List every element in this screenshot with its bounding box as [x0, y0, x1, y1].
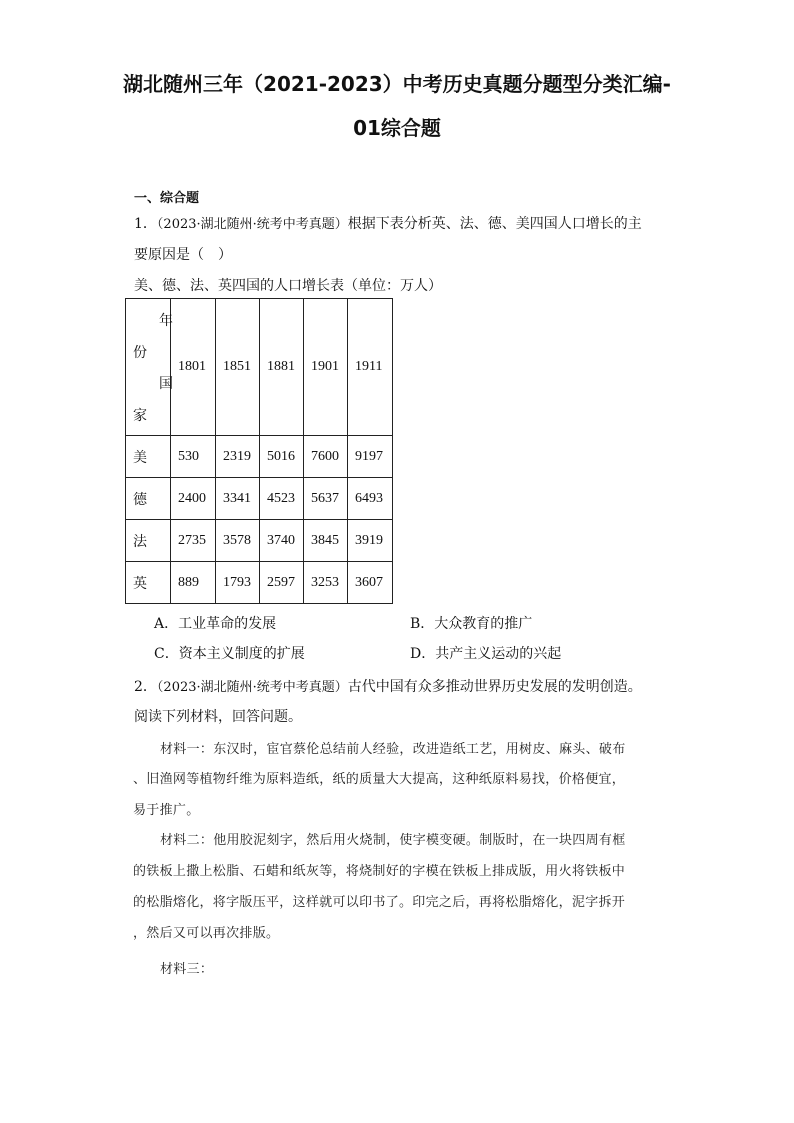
- option-b: B．大众教育的推广: [410, 616, 533, 632]
- question-1-stem-continued: 要原因是（ ）: [134, 247, 232, 263]
- value-cell: 3578: [216, 520, 260, 562]
- question-1-number: 1．: [134, 216, 157, 232]
- value-cell: 4523: [260, 478, 304, 520]
- material-1-line: 、旧渔网等植物纤维为原料造纸，纸的质量大大提高，这种纸原料易找，价格便宜，: [133, 772, 626, 787]
- table-row-us: [126, 436, 393, 478]
- question-1-source: （2023·湖北随州·统考中考真题）: [156, 217, 348, 232]
- question-2-source: （2023·湖北随州·统考中考真题）: [156, 680, 348, 695]
- corner-year-char-2: 份: [133, 346, 147, 361]
- corner-country-char-2: 家: [133, 409, 147, 424]
- value-cell: 2319: [216, 436, 260, 478]
- value-cell: 5637: [304, 478, 348, 520]
- section-heading: 一、综合题: [134, 191, 200, 206]
- option-d: D．共产主义运动的兴起: [410, 646, 562, 662]
- corner-year-char-1: 年: [159, 314, 173, 329]
- material-2-line: ，然后又可以再次排版。: [133, 926, 280, 941]
- country-cell: 英: [126, 562, 171, 604]
- option-a: A．工业革命的发展: [154, 616, 277, 632]
- material-2-line: 的铁板上撒上松脂、石蜡和纸灰等，将烧制好的字模在铁板上排成版，用火将铁板中: [133, 864, 626, 879]
- value-cell: 2735: [171, 520, 216, 562]
- year-header: 1881: [260, 299, 304, 436]
- option-c: C．资本主义制度的扩展: [154, 646, 305, 662]
- material-2-line: 的松脂熔化，将字版压平，这样就可以印书了。印完之后，再将松脂熔化，泥字拆开: [133, 895, 626, 910]
- document-title-line1: 湖北随州三年（2021-2023）中考历史真题分题型分类汇编-: [123, 72, 671, 96]
- material-3-label: 材料三：: [160, 962, 214, 977]
- table-header-row: [126, 299, 393, 436]
- value-cell: 2597: [260, 562, 304, 604]
- question-1-stem-text: 根据下表分析英、法、德、美四国人口增长的主: [347, 216, 642, 232]
- year-header: 1911: [348, 299, 393, 436]
- corner-country-char-1: 国: [159, 377, 173, 392]
- question-2-number: 2．: [134, 679, 157, 695]
- value-cell: 3253: [304, 562, 348, 604]
- country-cell: 美: [126, 436, 171, 478]
- country-cell: 德: [126, 478, 171, 520]
- table-caption: 美、德、法、英四国的人口增长表（单位：万人）: [134, 278, 442, 294]
- value-cell: 9197: [348, 436, 393, 478]
- material-1-line: 材料一：东汉时，宦官蔡伦总结前人经验，改进造纸工艺，用树皮、麻头、破布: [160, 742, 626, 757]
- value-cell: 530: [171, 436, 216, 478]
- value-cell: 3845: [304, 520, 348, 562]
- value-cell: 7600: [304, 436, 348, 478]
- value-cell: 5016: [260, 436, 304, 478]
- question-1-stem: [134, 213, 642, 233]
- population-table: [125, 298, 393, 604]
- value-cell: 3740: [260, 520, 304, 562]
- material-1-line: 易于推广。: [133, 803, 200, 818]
- material-2-line: 材料二：他用胶泥刻字，然后用火烧制，使字模变硬。制版时，在一块四周有框: [160, 833, 626, 848]
- year-header: 1851: [216, 299, 260, 436]
- value-cell: 889: [171, 562, 216, 604]
- value-cell: 3607: [348, 562, 393, 604]
- table-row-britain: [126, 562, 393, 604]
- value-cell: 1793: [216, 562, 260, 604]
- question-2-stem: [134, 676, 642, 696]
- table-corner-cell: [126, 299, 171, 436]
- year-header: 1801: [171, 299, 216, 436]
- value-cell: 3919: [348, 520, 393, 562]
- year-header: 1901: [304, 299, 348, 436]
- value-cell: 6493: [348, 478, 393, 520]
- question-2-stem-continued: 阅读下列材料，回答问题。: [134, 709, 302, 725]
- document-title-line2: 01综合题: [353, 116, 441, 140]
- value-cell: 2400: [171, 478, 216, 520]
- table-row-germany: [126, 478, 393, 520]
- country-cell: 法: [126, 520, 171, 562]
- question-2-stem-text: 古代中国有众多推动世界历史发展的发明创造。: [347, 679, 642, 695]
- value-cell: 3341: [216, 478, 260, 520]
- table-row-france: [126, 520, 393, 562]
